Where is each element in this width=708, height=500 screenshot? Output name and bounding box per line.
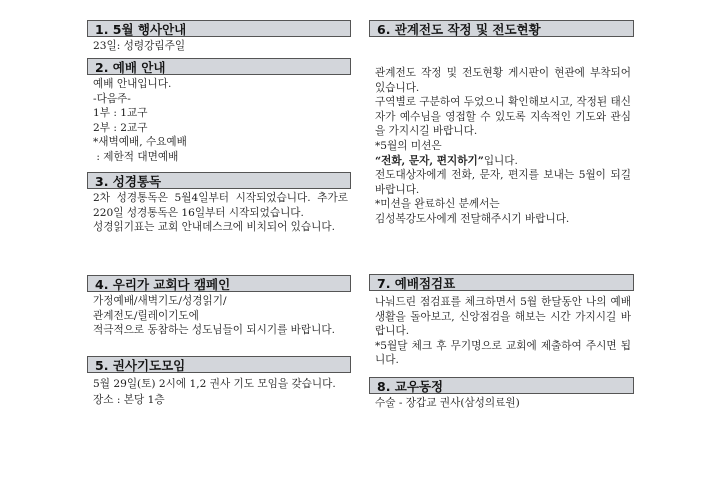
section-campaign-body <box>87 292 351 356</box>
evangelism-mission-intro: *5월의 미션은 <box>375 139 442 152</box>
section-prayer-meeting <box>87 356 351 408</box>
right-column <box>369 20 634 411</box>
worship-check-text: 나눠드린 점검표를 체크하면서 5월 한달동안 나의 예배생활을 돌아보고, 신앙점검을 해보는 시간 가지시길 바랍니다. <box>375 296 631 338</box>
section-worship-body <box>87 75 351 172</box>
section-events <box>87 20 351 58</box>
mission-name: “전화, 문자, 편지하기” <box>375 154 484 167</box>
section-worship <box>87 58 351 172</box>
section-evangelism-header: 6. 관계전도 작정 및 전도현황 <box>369 20 634 37</box>
section-bible-reading-header: 3. 성경통독 <box>87 172 351 189</box>
section-worship-check <box>369 274 634 377</box>
evangelism-mission <box>375 154 631 169</box>
section-campaign <box>87 275 351 356</box>
bible-reading-sheet: 성경읽기표는 교회 안내데스크에 비치되어 있습니다. <box>93 221 335 234</box>
evangelism-board: 관계전도 작정 및 전도현황 게시판이 현관에 부착되어 있습니다. <box>375 67 631 94</box>
worship-service-1: 1부 : 1교구 <box>93 107 148 120</box>
section-bible-reading <box>87 172 351 275</box>
section-evangelism-body <box>369 37 634 274</box>
section-member-news-header: 8. 교우동정 <box>369 377 634 394</box>
event-item: 23일: 성령강림주일 <box>93 40 186 52</box>
campaign-text: 적극적으로 동참하는 성도님들이 되시기를 바랍니다. <box>93 324 335 337</box>
evangelism-target: 전도대상자에게 전화, 문자, 편지를 보내는 5월이 되길 바랍니다. <box>375 169 631 196</box>
worship-dawn-wednesday: *새벽예배, 수요예배 <box>93 136 187 149</box>
section-prayer-meeting-body <box>87 373 351 408</box>
worship-check-submit: *5월달 체크 후 무기명으로 교회에 제출하여 주시면 됩니다. <box>375 339 631 367</box>
section-evangelism <box>369 20 634 274</box>
section-bible-reading-body <box>87 189 351 275</box>
section-worship-check-header: 7. 예배점검표 <box>369 274 634 291</box>
section-worship-header: 2. 예배 안내 <box>87 58 351 75</box>
prayer-meeting-text: 5월 29일(토) 2시에 1,2 권사 기도 모임을 갖습니다. <box>93 378 336 390</box>
bible-reading-text: 2차 성경통독은 5월4일부터 시작되었습니다. 추가로 220일 성경통독은 16일부터 시작되었습니다. <box>93 192 348 219</box>
worship-next-week: -다음주- <box>93 92 131 105</box>
member-news-item: 수술 - 장갑교 권사(삼성의료원) <box>375 397 520 409</box>
section-campaign-header: 4. 우리가 교회다 캠페인 <box>87 275 351 292</box>
worship-service-2: 2부 : 2교구 <box>93 121 148 134</box>
section-member-news <box>369 377 634 411</box>
mission-tail: 입니다. <box>483 154 518 167</box>
campaign-line-1: 가정예배/새벽기도/성경읽기/ <box>93 295 227 307</box>
evangelism-complete: *미션을 완료하신 분께서는 <box>375 198 500 211</box>
section-prayer-meeting-header: 5. 권사기도모임 <box>87 356 351 373</box>
section-events-body <box>87 37 351 58</box>
worship-limited: : 제한적 대면예배 <box>93 150 179 163</box>
evangelism-prayer: 구역별로 구분하여 두었으니 확인해보시고, 작정된 태신자가 예수님을 영접할 수 있도록 지속적인 기도와 관심을 가지시길 바랍니다. <box>375 96 631 138</box>
prayer-meeting-place: 장소 : 본당 1층 <box>93 394 165 406</box>
section-events-header: 1. 5월 행사안내 <box>87 20 351 37</box>
section-worship-check-body <box>369 291 634 377</box>
campaign-line-2: 관계전도/릴레이기도에 <box>93 309 199 322</box>
section-member-news-body <box>369 394 634 411</box>
left-column <box>87 20 351 408</box>
worship-intro: 예배 안내입니다. <box>93 78 172 90</box>
evangelism-deliver: 김성복강도사에게 전달해주시기 바랍니다. <box>375 212 570 225</box>
